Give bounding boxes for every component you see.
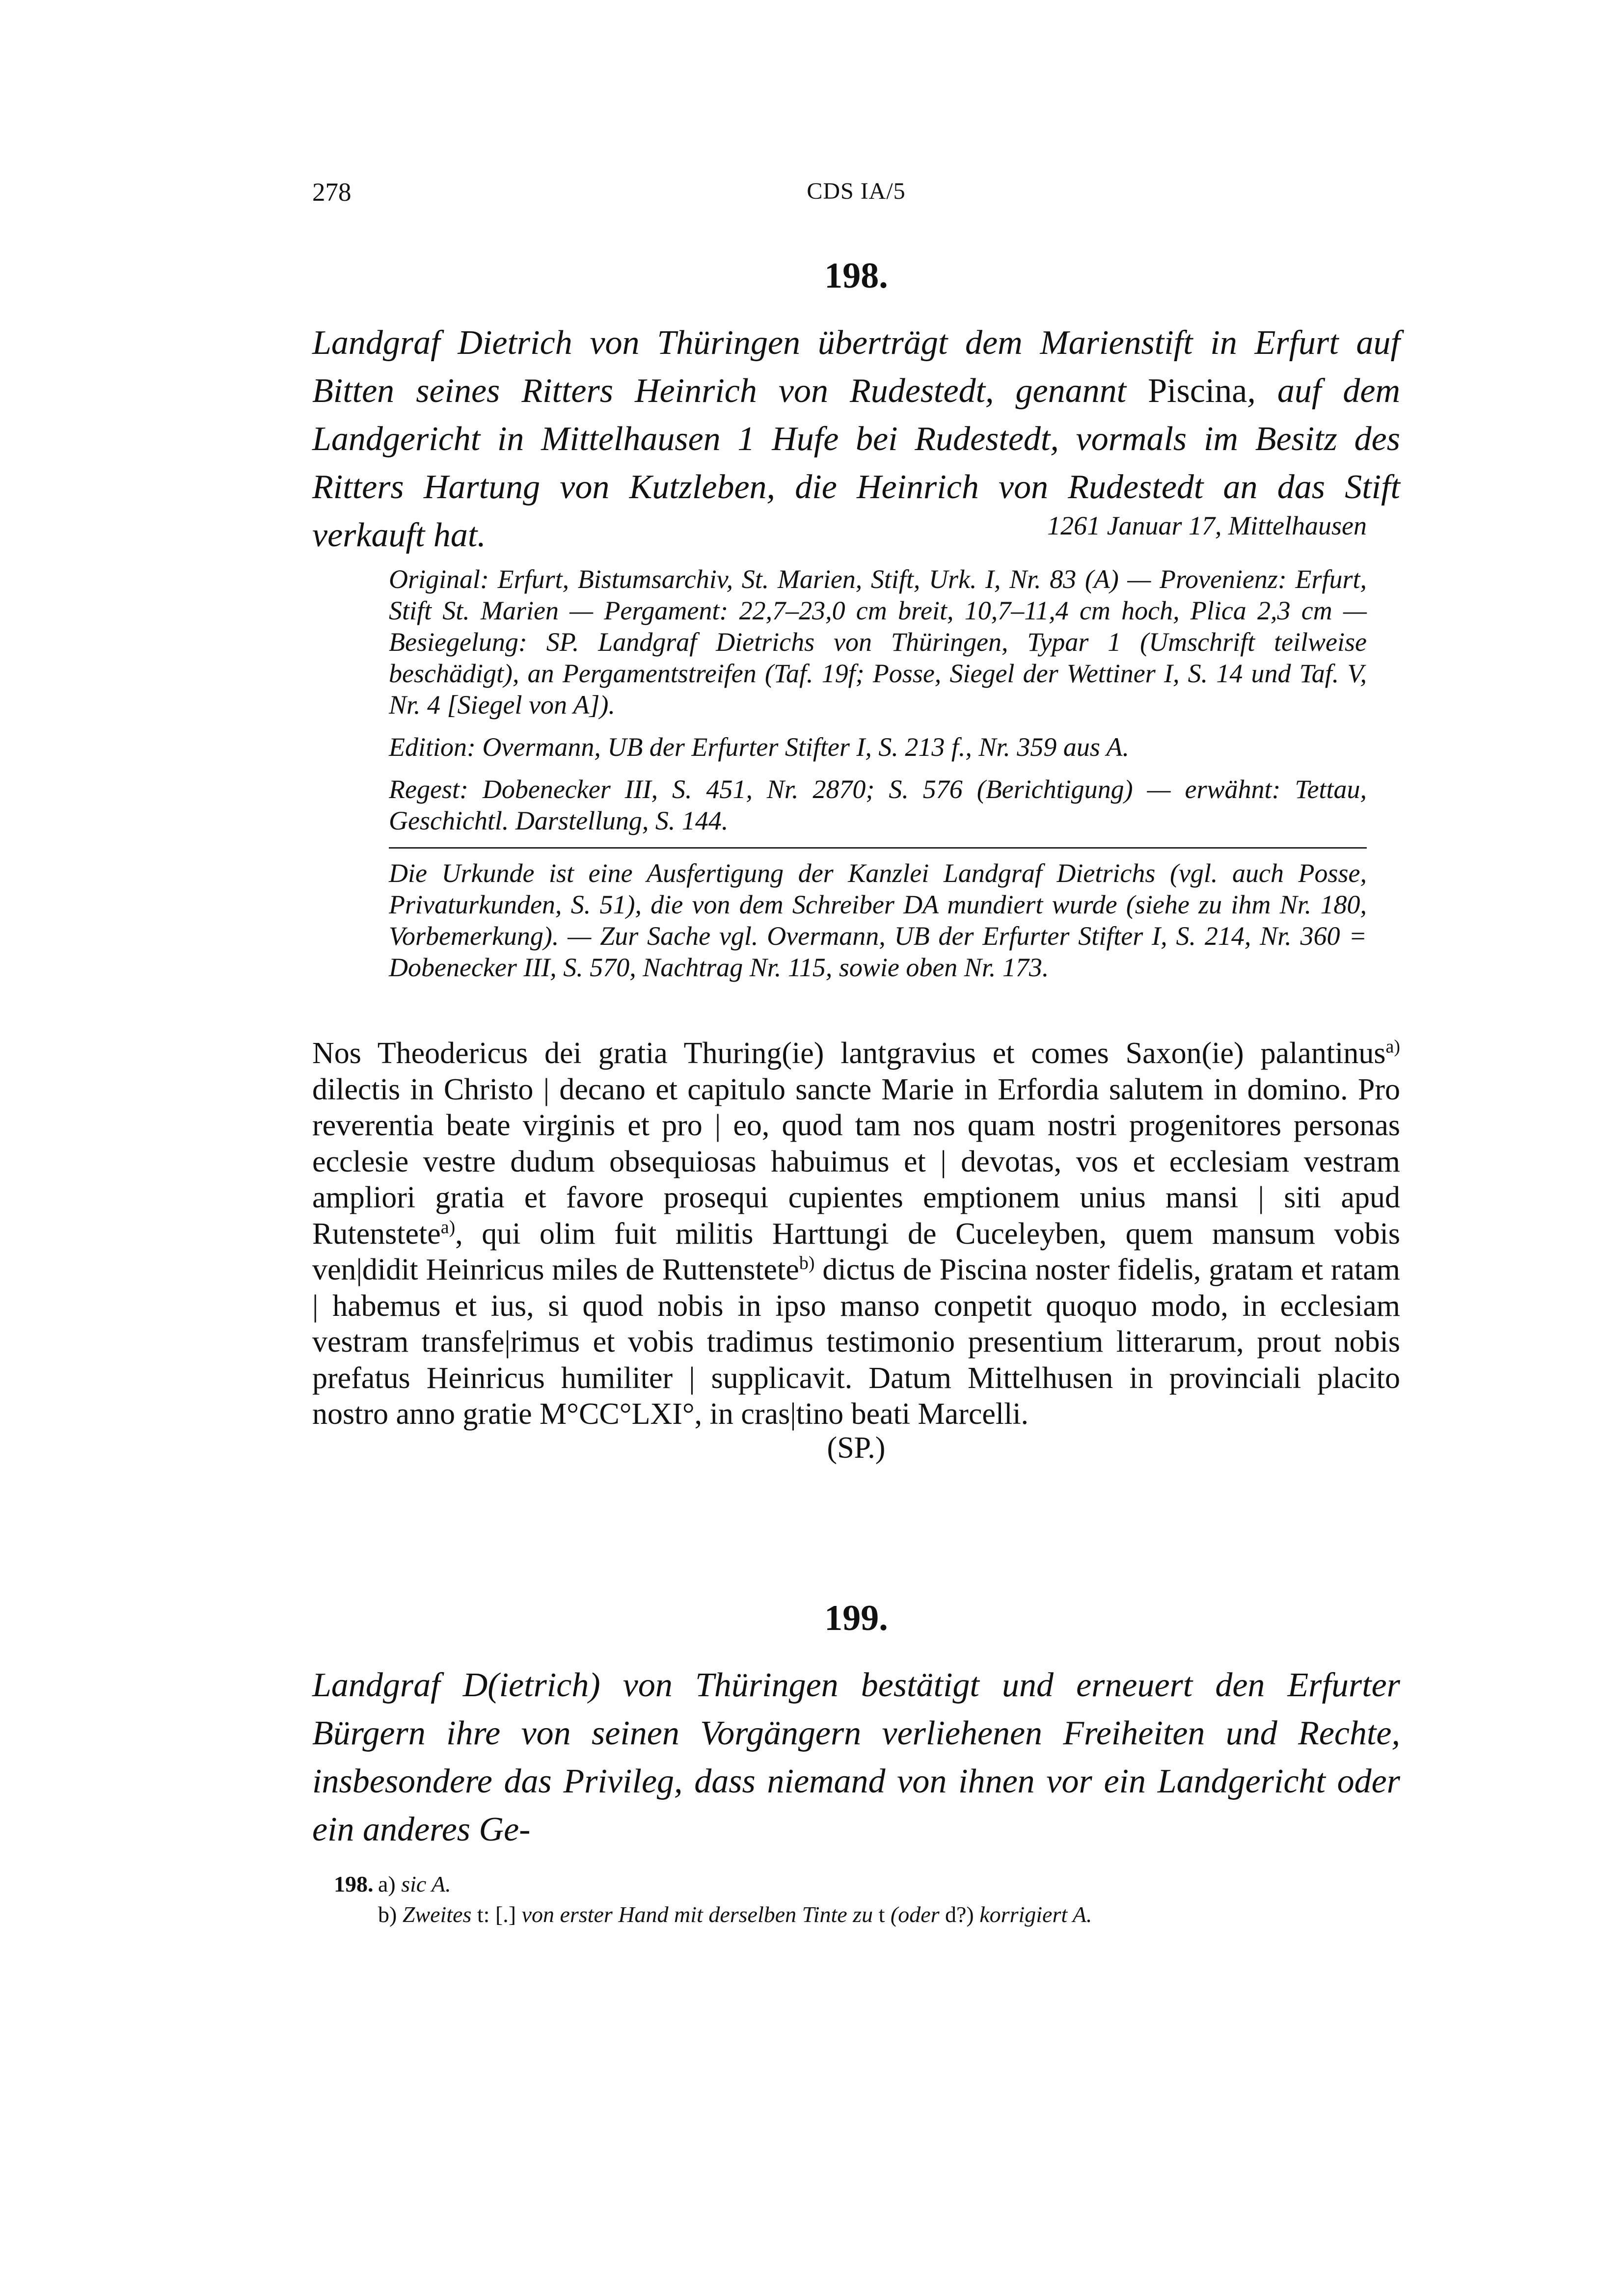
footnote-text: (oder [890,1902,940,1927]
text-segment: dilectis in Christo | decano et capitulo sancte Marie in Erfordia salutem in domino. Pro reverentia beate virginis et pro | eo, quod tam nos quam nostri progenitores personas ecclesie vestre dudum obsequiosas habuimus et | devotas, vos et ecclesiam vestram ampliori gratia et favore prosequi cupientes emptionem unius mansi | siti apud Rutenstete [312,1072,1400,1251]
footnote-block-number: 198. [334,1871,374,1896]
running-head [312,178,1400,217]
running-title: CDS IA/5 [807,178,906,204]
apparatus-198 [389,563,1367,994]
regest-198-part2: , auf dem Landgericht in Mittelhausen 1 Hufe bei Rudestedt, vormals im Besitz des Ritters Hartung von Kutzleben, die Heinrich von Rudestedt an das Stift verkauft hat. [312,372,1400,554]
document-text-198 [312,1036,1400,1433]
footnote-text: korrigiert A. [979,1902,1092,1927]
text-segment: , qui olim fuit militis Harttungi de Cuceleyben, quem mansum vobis ven|didit Heinricus miles de Ruttenstete [312,1217,1400,1286]
footnotes-198 [334,1869,1365,1930]
footnote-text: von erster Hand mit derselben Tinte zu [521,1902,873,1927]
footnote-mark-a: a) [440,1216,456,1237]
footnote-b [334,1899,1365,1930]
seal-note-198: (SP.) [827,1431,886,1465]
footnote-mark-a: a) [1385,1036,1400,1057]
footnote-label: b) [378,1902,397,1927]
document-number-199: 199. [824,1598,888,1638]
apparatus-original: Original: Erfurt, Bistumsarchiv, St. Marien, Stift, Urk. I, Nr. 83 (A) — Provenienz: Erfurt, Stift St. Marien — Pergament: 22,7–23,0 cm breit, 10,7–11,4 cm hoch, Plica 2,3 cm — Besiegelung: SP. Landgraf Dietrichs von Thüringen, Typar 1 (Umschrift teilweise beschädigt), an Pergamentstreifen (Taf. 19f; Posse, Siegel der Wettiner I, S. 14 und Taf. V, Nr. 4 [Siegel von A]). [389,564,1367,720]
apparatus-regest: Regest: Dobenecker III, S. 451, Nr. 2870; S. 576 (Berichtigung) — erwähnt: Tettau, Geschichtl. Darstellung, S. 144. [389,774,1367,835]
footnote-text: Zweites [402,1902,472,1927]
footnote-mark-b: b) [799,1253,815,1274]
footnote-text: t [878,1902,885,1927]
document-number-198: 198. [824,256,888,296]
regest-198-part1: Landgraf Dietrich von Thüringen überträgt dem Marienstift in Erfurt auf Bitten seines Ritters Heinrich von Rudestedt, genannt [312,324,1400,410]
footnote-label: a) [378,1871,396,1896]
footnote-text: sic A. [401,1871,451,1896]
dateline-198: 1261 Januar 17, Mittelhausen [1047,511,1367,540]
page-number: 278 [312,178,352,207]
text-segment: dictus de Piscina noster fidelis, gratam et ratam | habemus et ius, si quod nobis in ipso manso conpetit quoquo modo, in ecclesiam vestram transfe|rimus et vobis tradimus testimonio presentium litterarum, prout nobis prefatus Heinricus humiliter | supplicavit. Datum Mittelhusen in provinciali placito nostro anno gratie M°CC°LXI°, in cras|tino beati Marcelli. [312,1253,1400,1431]
footnote-a [334,1869,1365,1899]
regest-199: Landgraf D(ietrich) von Thüringen bestätigt und erneuert den Erfurter Bürgern ihre von seinen Vorgängern verliehenen Freiheiten und Rechte, insbesondere das Privileg, dass niemand von ihnen vor ein Landgericht oder ein anderes Ge- [312,1666,1400,1848]
regest-198-name: Piscina [1148,372,1247,410]
footnote-text: t: [.] [477,1902,516,1927]
footnote-text: d?) [945,1902,974,1927]
text-segment: Nos Theodericus dei gratia Thuring(ie) lantgravius et comes Saxon(ie) palantinus [312,1037,1386,1070]
apparatus-divider [389,847,1367,849]
apparatus-edition: Edition: Overmann, UB der Erfurter Stifter I, S. 213 f., Nr. 359 aus A. [389,732,1129,762]
apparatus-commentary: Die Urkunde ist eine Ausfertigung der Kanzlei Landgraf Dietrichs (vgl. auch Posse, Privaturkunden, S. 51), die von dem Schreiber DA mundiert wurde (siehe zu ihm Nr. 180, Vorbemerkung). — Zur Sache vgl. Overmann, UB der Erfurter Stifter I, S. 214, Nr. 360 = Dobenecker III, S. 570, Nachtrag Nr. 115, sowie oben Nr. 173. [389,858,1367,982]
